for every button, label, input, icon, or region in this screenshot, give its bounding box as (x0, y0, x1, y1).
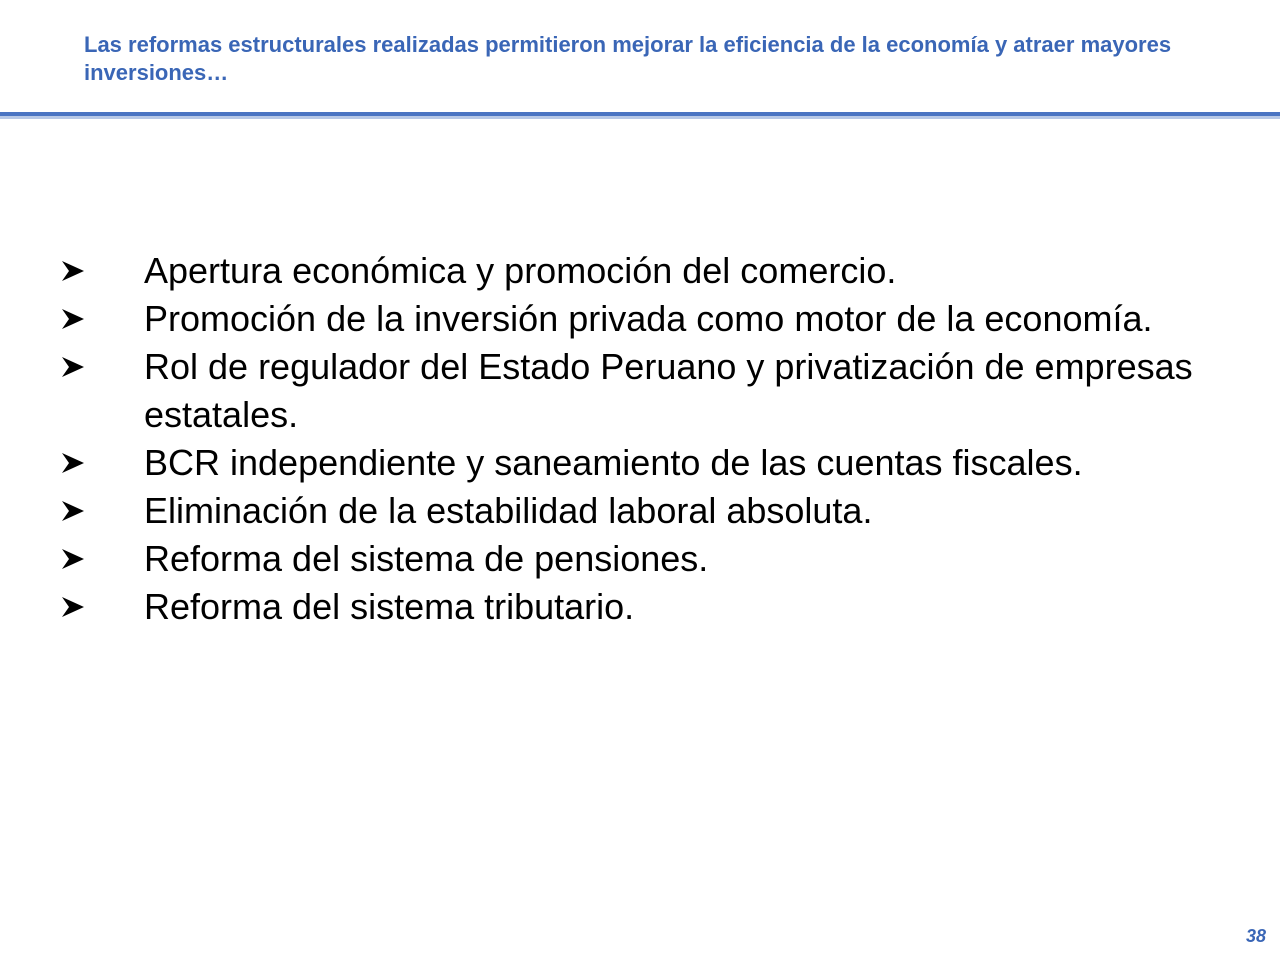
arrowhead-bullet-icon (58, 535, 144, 583)
list-item (58, 583, 1248, 631)
slide-title: Las reformas estructurales realizadas permitieron mejorar la eficiencia de la economía y atraer mayores inversiones… (84, 32, 1172, 85)
arrowhead-bullet-icon (58, 583, 144, 631)
bullet-text: Promoción de la inversión privada como motor de la economía. (144, 298, 1153, 339)
bullet-text: Apertura económica y promoción del comercio. (144, 250, 897, 291)
arrowhead-bullet-icon (58, 439, 144, 487)
list-item (58, 247, 1248, 295)
list-item (58, 439, 1248, 487)
bullet-text: Eliminación de la estabilidad laboral absoluta. (144, 490, 873, 531)
reform-bullet-list (58, 247, 1248, 631)
bullet-text: Reforma del sistema tributario. (144, 586, 635, 627)
bullet-text: Rol de regulador del Estado Peruano y privatización de empresas estatales. (144, 346, 1193, 435)
page-number: 38 (1245, 926, 1266, 946)
arrowhead-bullet-icon (58, 343, 144, 391)
arrowhead-bullet-icon (58, 295, 144, 343)
bullet-text: BCR independiente y saneamiento de las cuentas fiscales. (144, 442, 1083, 483)
arrowhead-bullet-icon (58, 487, 144, 535)
bullet-text: Reforma del sistema de pensiones. (144, 538, 709, 579)
arrowhead-bullet-icon (58, 247, 144, 295)
title-divider-shadow (0, 116, 1280, 119)
list-item (58, 295, 1248, 343)
list-item (58, 487, 1248, 535)
list-item (58, 535, 1248, 583)
title-divider (0, 111, 1280, 119)
list-item (58, 343, 1248, 439)
